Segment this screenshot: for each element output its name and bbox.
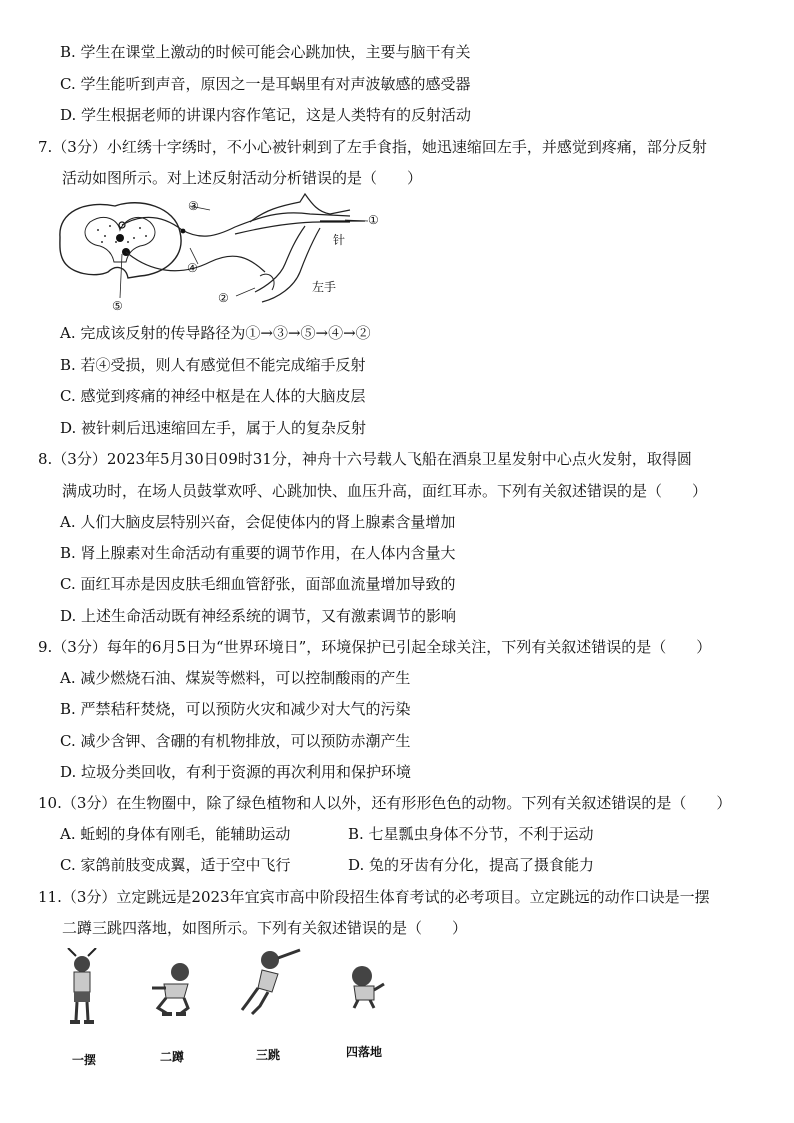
jump-figure-landing [340, 962, 390, 1012]
q7-stem-line-1: 7.（3分）小红绣十字绣时，不小心被针刺到了左手食指，她迅速缩回左手，并感觉到疼痛，部分反射 [38, 138, 707, 156]
reflex-label-2: ② [218, 291, 229, 305]
q9-option-b: B. 严禁秸秆焚烧，可以预防火灾和减少对大气的污染 [60, 700, 411, 718]
q7-option-d: D. 被针刺后迅速缩回左手，属于人的复杂反射 [60, 419, 367, 437]
q7-option-c: C. 感觉到疼痛的神经中枢是在人体的大脑皮层 [60, 387, 366, 405]
q8-stem-line-1: 8.（3分）2023年5月30日09时31分，神舟十六号载人飞船在酒泉卫星发射中心点火发射，取得圆 [38, 450, 692, 468]
q9-option-a: A. 减少燃烧石油、煤炭等燃料，可以控制酸雨的产生 [60, 669, 411, 687]
q8-stem-line-2: 满成功时，在场人员鼓掌欢呼、心跳加快、血压升高，面红耳赤。下列有关叙述错误的是（ ） [62, 482, 708, 500]
jump-caption-3: 三跳 [256, 1048, 281, 1062]
jump-caption-1: 一摆 [72, 1053, 97, 1067]
q10-stem: 10.（3分）在生物圈中，除了绿色植物和人以外，还有形形色色的动物。下列有关叙述错误的是（ ） [38, 794, 732, 812]
q7-option-b: B. 若④受损，则人有感觉但不能完成缩手反射 [60, 356, 366, 374]
jump-caption-2: 二蹲 [160, 1050, 185, 1064]
q8-option-a: A. 人们大脑皮层特别兴奋，会促使体内的肾上腺素含量增加 [60, 513, 456, 531]
q8-option-d: D. 上述生命活动既有神经系统的调节，又有激素调节的影响 [60, 607, 457, 625]
q11-stem-line-2: 二蹲三跳四落地，如图所示。下列有关叙述错误的是（ ） [62, 919, 468, 937]
reflex-label-1: ① [368, 213, 379, 227]
jump-figure-jump [238, 948, 308, 1020]
q10-option-a: A. 蚯蚓的身体有刚毛，能辅助运动 [60, 825, 291, 843]
q6-option-b: B. 学生在课堂上激动的时候可能会心跳加快，主要与脑干有关 [60, 43, 471, 61]
jump-figure-swing [58, 948, 108, 1028]
q10-option-d: D. 兔的牙齿有分化，提高了摄食能力 [348, 856, 595, 874]
reflex-label-5: ⑤ [112, 299, 123, 313]
jump-caption-4: 四落地 [346, 1045, 383, 1059]
q10-option-c: C. 家鸽前肢变成翼，适于空中飞行 [60, 856, 291, 874]
reflex-label-3: ③ [188, 199, 199, 213]
q8-option-b: B. 肾上腺素对生命活动有重要的调节作用，在人体内含量大 [60, 544, 456, 562]
q9-option-c: C. 减少含钾、含硼的有机物排放，可以预防赤潮产生 [60, 732, 411, 750]
q7-stem-line-2: 活动如图所示。对上述反射活动分析错误的是（ ） [62, 169, 423, 187]
reflex-label-4: ④ [187, 261, 198, 275]
q11-stem-line-1: 11.（3分）立定跳远是2023年宜宾市高中阶段招生体育考试的必考项目。立定跳远的动作口诀是一摆 [38, 888, 710, 906]
q7-option-a: A. 完成该反射的传导路径为①→③→⑤→④→② [60, 324, 371, 342]
q9-stem: 9.（3分）每年的6月5日为“世界环境日”，环境保护已引起全球关注，下列有关叙述错误的是（ ） [38, 638, 712, 656]
q6-option-c: C. 学生能听到声音，原因之一是耳蜗里有对声波敏感的感受器 [60, 75, 471, 93]
reflex-hand-label: 左手 [312, 280, 337, 294]
q9-option-d: D. 垃圾分类回收，有利于资源的再次利用和保护环境 [60, 763, 412, 781]
reflex-needle-label: 针 [333, 233, 346, 247]
q8-option-c: C. 面红耳赤是因皮肤毛细血管舒张，面部血流量增加导致的 [60, 575, 456, 593]
jump-figure-squat [144, 960, 204, 1020]
q10-option-b: B. 七星瓢虫身体不分节，不利于运动 [348, 825, 594, 843]
q6-option-d: D. 学生根据老师的讲课内容作笔记，这是人类特有的反射活动 [60, 106, 472, 124]
